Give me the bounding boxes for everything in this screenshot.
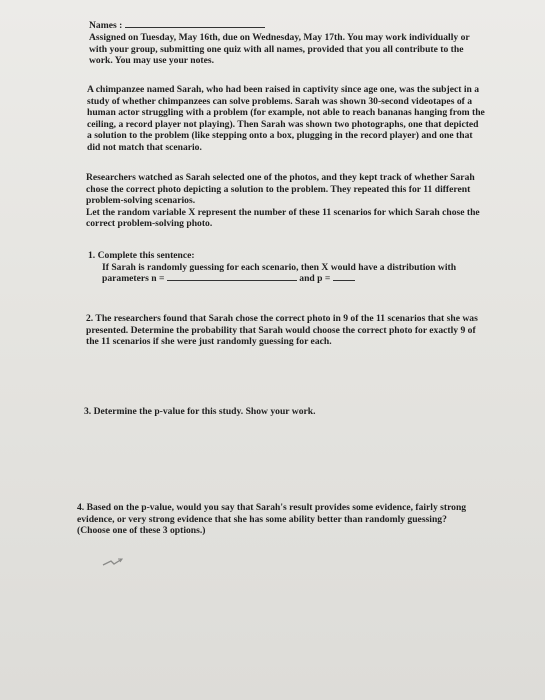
q2-line-1: 2. The researchers found that Sarah chose the correct photo in 9 of the 11 scenarios that she was [86,313,478,324]
assigned-line-3: work. You may use your notes. [89,55,214,67]
q2-line-2: presented. Determine the probability that Sarah would choose the correct photo for exactly 9 of [86,324,476,336]
q4-line-3: (Choose one of these 3 options.) [77,525,206,537]
names-label: Names : [89,20,123,31]
q1-n-label: parameters n = [102,273,165,285]
setup-line: chose the correct photo depicting a solution to the problem. They repeated this for 11 different [86,183,471,195]
intro-line: ceiling, a record player not playing). Then Sarah was shown two photographs, one that depicted [87,118,479,130]
setup-paragraph [86,172,480,230]
q4-line-2: evidence, or very strong evidence that she has some ability better than randomly guessing? [77,513,447,525]
pencil-mark-icon [102,558,124,568]
q1-sentence: If Sarah is randomly guessing for each scenario, then X would have a distribution with [102,261,457,273]
intro-line: human actor struggling with a problem (for example, not able to reach bananas hanging from the [87,107,485,119]
n-answer-blank[interactable] [167,280,297,281]
q4-line-1: 4. Based on the p-value, would you say that Sarah's result provides some evidence, fairly strong [77,502,467,513]
intro-line: did not match that scenario. [87,141,202,153]
q1-prompt: 1. Complete this sentence: [88,250,195,261]
question-2 [86,313,478,348]
q1-parameters [88,273,456,285]
question-4 [77,502,466,537]
names-header [89,20,265,32]
setup-line: problem-solving scenarios. [86,195,196,207]
assignment-instructions [89,32,470,67]
setup-line: correct problem-solving photo. [86,218,213,230]
q3-line-1: 3. Determine the p-value for this study. Show your work. [84,406,316,417]
q1-p-label: and p = [299,273,331,285]
intro-paragraph [87,84,485,154]
setup-line: Let the random variable X represent the number of these 11 scenarios for which Sarah chose the [86,206,480,218]
question-3 [84,406,316,418]
intro-line: a solution to the problem (like stepping onto a box, plugging in the record player) and one that [87,130,473,142]
intro-line: study of whether chimpanzees can solve problems. Sarah was shown 30-second videotapes of a [87,95,473,107]
intro-line: A chimpanzee named Sarah, who had been raised in captivity since age one, was the subject in a [87,84,480,95]
question-1 [88,250,456,285]
assigned-line-1: Assigned on Tuesday, May 16th, due on Wednesday, May 17th. You may work individually or [89,32,470,43]
p-answer-blank[interactable] [333,280,355,281]
names-blank[interactable] [125,27,265,28]
setup-line: Researchers watched as Sarah selected one of the photos, and they kept track of whether Sarah [86,172,475,183]
q2-line-3: the 11 scenarios if she were just randomly guessing for each. [86,336,332,348]
assigned-line-2: with your group, submitting one quiz with all names, provided that you all contribute to the [89,43,464,55]
